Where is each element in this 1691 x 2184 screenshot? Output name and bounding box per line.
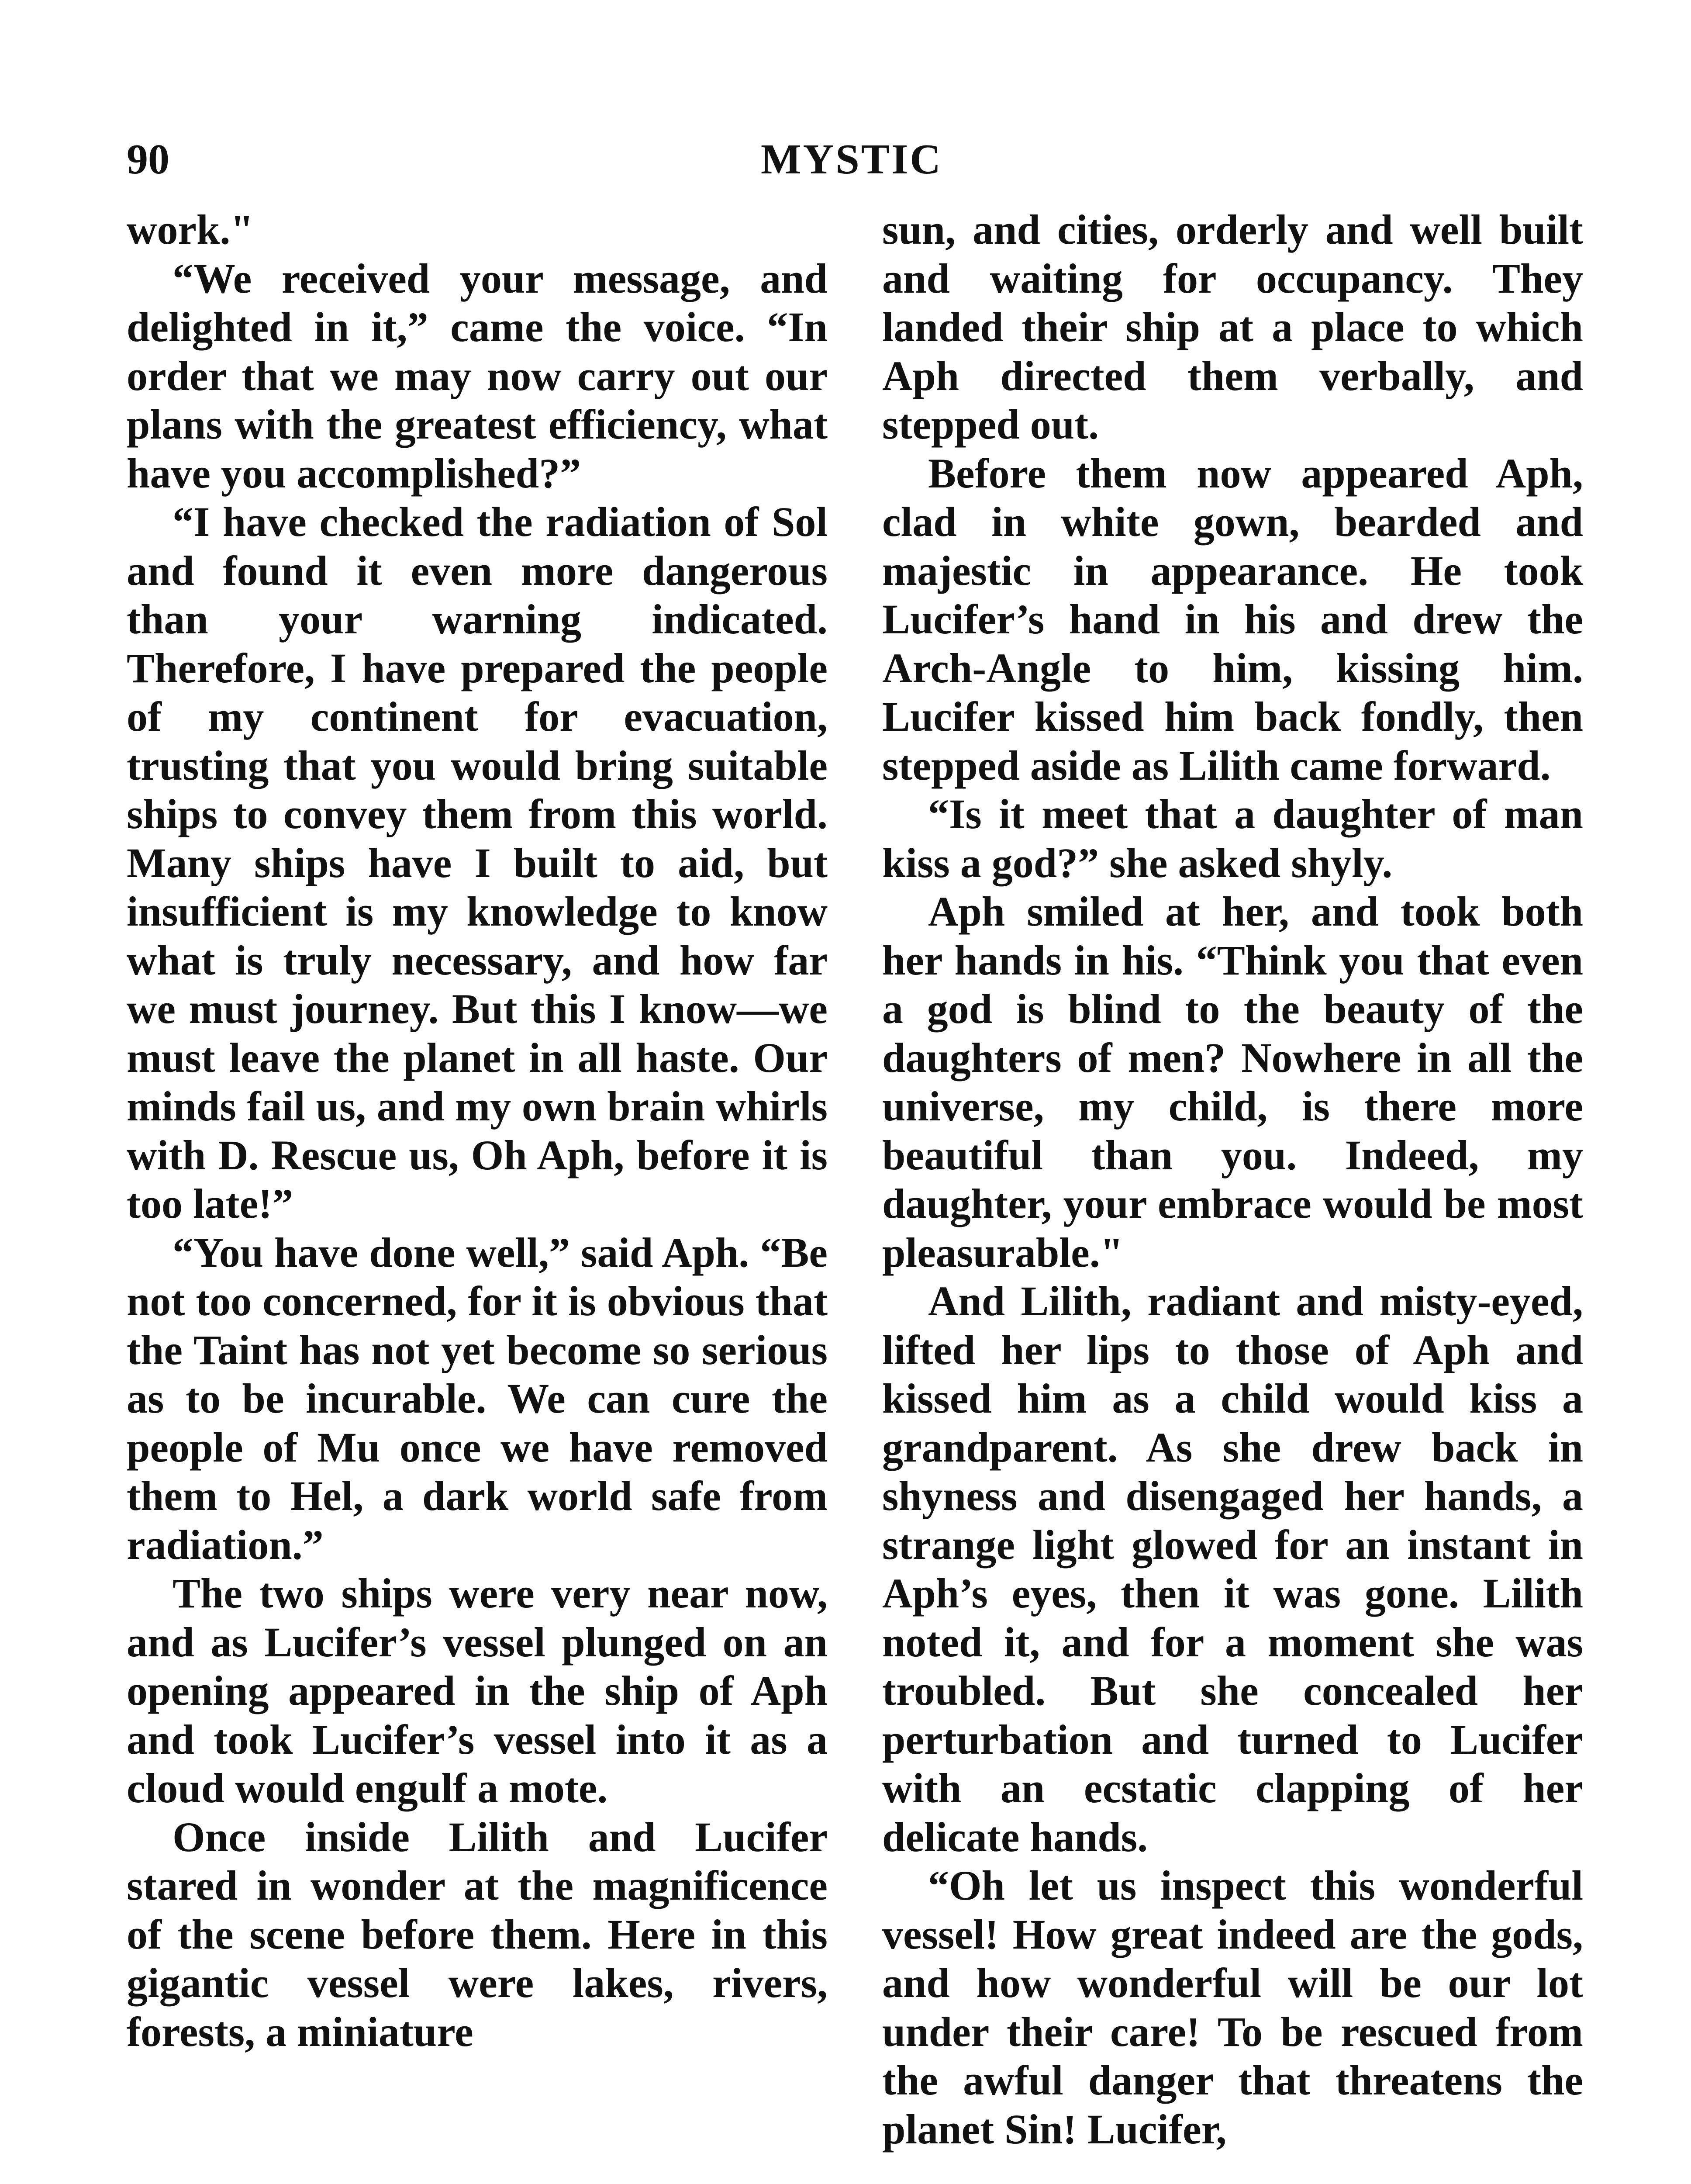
paragraph: “Is it meet that a daughter of man kiss a god?” she asked shyly. <box>882 791 1583 886</box>
right-text-column <box>882 205 1583 2153</box>
left-text-column <box>127 205 828 2056</box>
page-header <box>127 127 1577 192</box>
paragraph: “I have checked the radiation of Sol and found it even more dangerous than your warning indicated. Therefore, I have prepared the people of my continent for evacuation, trusting that you would bring suitable ships to convey them from this world. Many ships have I built to aid, but insufficient is my knowledge to know what is truly necessary, and how far we must journey. But this I know—we must leave the planet in all haste. Our minds fail us, and my own brain whirls with D. Rescue us, Oh Aph, before it is too late!” <box>127 498 828 1227</box>
paragraph: work." <box>127 206 254 253</box>
paragraph: The two ships were very near now, and as Lucifer’s vessel plunged on an opening appeared in the ship of Aph and took Lucifer’s vessel into it as a cloud would engulf a mote. <box>127 1570 828 1811</box>
page-number: 90 <box>127 136 169 183</box>
paragraph: “You have done well,” said Aph. “Be not too concerned, for it is obvious that the Taint has not yet become so serious as to be incurable. We can cure the people of Mu once we have removed them to Hel, a dark world safe from radiation.” <box>127 1229 828 1568</box>
paragraph: sun, and cities, orderly and well built and waiting for occupancy. They landed their ship at a place to which Aph directed them verbally, and stepped out. <box>882 206 1583 448</box>
paragraph: “Oh let us inspect this wonderful vessel! How great indeed are the gods, and how wonderful will be our lot under their care! To be rescued from the awful danger that threatens the planet Sin! Lucifer, <box>882 1862 1583 2153</box>
running-head-title: MYSTIC <box>760 136 943 183</box>
paragraph: Aph smiled at her, and took both her hands in his. “Think you that even a god is blind to the beauty of the daughters of men? Nowhere in all the universe, my child, is there more beautiful than you. Indeed, my daughter, your embrace would be most pleasurable." <box>882 888 1583 1276</box>
paragraph: And Lilith, radiant and misty-eyed, lifted her lips to those of Aph and kissed him as a child would kiss a grandparent. As she drew back in shyness and disengaged her hands, a strange light glowed for an instant in Aph’s eyes, then it was gone. Lilith noted it, and for a moment she was troubled. But she concealed her perturbation and turned to Lucifer with an ecstatic clapping of her delicate hands. <box>882 1278 1583 1860</box>
paragraph: Once inside Lilith and Lucifer stared in wonder at the magnificence of the scene before them. Here in this gigantic vessel were lakes, rivers, forests, a miniature <box>127 1813 828 2055</box>
paragraph: “We received your message, and delighted in it,” came the voice. “In order that we may now carry out our plans with the greatest efficiency, what have you accomplished?” <box>127 255 828 497</box>
paragraph: Before them now appeared Aph, clad in white gown, bearded and majestic in appearance. He took Lucifer’s hand in his and drew the Arch-Angle to him, kissing him. Lucifer kissed him back fondly, then stepped aside as Lilith came forward. <box>882 449 1583 789</box>
